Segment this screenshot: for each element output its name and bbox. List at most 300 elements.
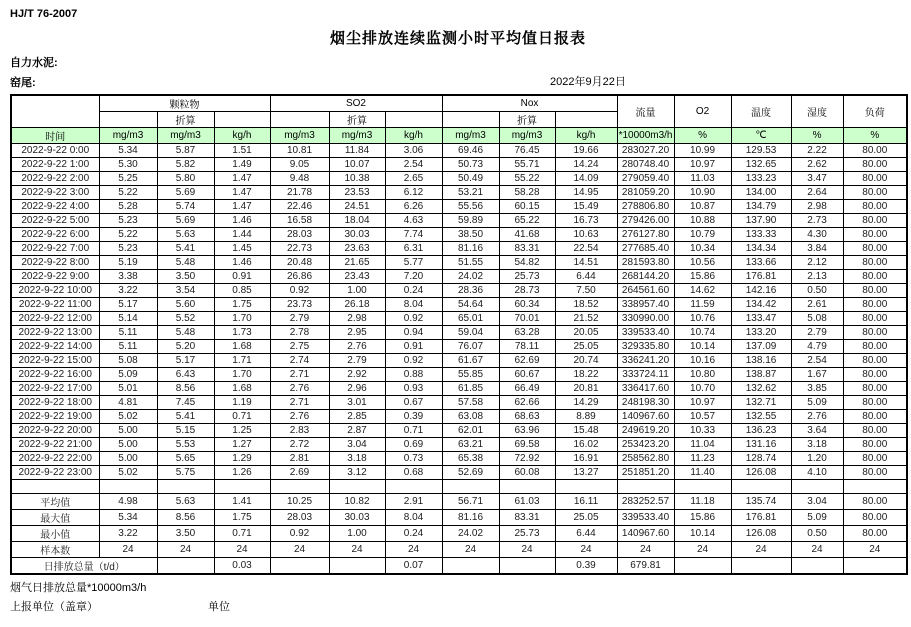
value-cell: 54.82 bbox=[499, 256, 555, 270]
value-cell: 8.89 bbox=[555, 410, 617, 424]
value-cell: 0.39 bbox=[555, 558, 617, 575]
unit-cell: kg/h bbox=[385, 128, 442, 144]
value-cell: 1.29 bbox=[214, 452, 270, 466]
value-cell: 2.54 bbox=[385, 158, 442, 172]
value-cell: 2.76 bbox=[791, 410, 843, 424]
table-row bbox=[11, 466, 907, 480]
value-cell: 132.71 bbox=[731, 396, 791, 410]
value-cell: 2.62 bbox=[791, 158, 843, 172]
value-cell: 30.03 bbox=[329, 228, 385, 242]
value-cell: 2.74 bbox=[270, 354, 329, 368]
value-cell: 76.07 bbox=[442, 340, 499, 354]
page-title: 烟尘排放连续监测小时平均值日报表 bbox=[329, 30, 586, 47]
value-cell: 2.65 bbox=[385, 172, 442, 186]
value-cell: 2.72 bbox=[270, 438, 329, 452]
value-cell: 3.50 bbox=[157, 526, 214, 542]
blank-cell bbox=[270, 480, 329, 494]
value-cell: 134.34 bbox=[731, 242, 791, 256]
value-cell: 279059.40 bbox=[617, 172, 674, 186]
value-cell: 3.22 bbox=[99, 526, 157, 542]
value-cell: 5.20 bbox=[157, 340, 214, 354]
value-cell: 21.52 bbox=[555, 312, 617, 326]
value-cell: 1.46 bbox=[214, 256, 270, 270]
value-cell: 6.31 bbox=[385, 242, 442, 256]
value-cell: 24 bbox=[99, 542, 157, 558]
value-cell: 3.47 bbox=[791, 172, 843, 186]
value-cell: 10.99 bbox=[674, 144, 731, 158]
value-cell: 1.27 bbox=[214, 438, 270, 452]
blank-cell bbox=[791, 480, 843, 494]
table-row bbox=[11, 242, 907, 256]
time-cell: 2022-9-22 21:00 bbox=[11, 438, 99, 452]
value-cell bbox=[442, 558, 499, 575]
value-cell: 80.00 bbox=[843, 452, 907, 466]
so2-converted-header: 折算 bbox=[329, 112, 385, 128]
time-cell: 2022-9-22 3:00 bbox=[11, 186, 99, 200]
value-cell: 2.85 bbox=[329, 410, 385, 424]
value-cell: 10.34 bbox=[674, 242, 731, 256]
value-cell: 10.74 bbox=[674, 326, 731, 340]
value-cell bbox=[157, 558, 214, 575]
value-cell: 0.67 bbox=[385, 396, 442, 410]
value-cell bbox=[843, 558, 907, 575]
value-cell: 142.16 bbox=[731, 284, 791, 298]
value-cell: 5.25 bbox=[99, 172, 157, 186]
table-row bbox=[11, 158, 907, 172]
value-cell: 10.80 bbox=[674, 368, 731, 382]
value-cell: 3.22 bbox=[99, 284, 157, 298]
value-cell: 2.71 bbox=[270, 396, 329, 410]
value-cell: 277685.40 bbox=[617, 242, 674, 256]
report-table-body bbox=[11, 144, 907, 575]
blank-cell bbox=[270, 112, 329, 128]
blank-cell bbox=[385, 480, 442, 494]
time-cell: 2022-9-22 2:00 bbox=[11, 172, 99, 186]
table-row bbox=[11, 186, 907, 200]
report-unit-label: 上报单位（盖章） bbox=[10, 601, 98, 613]
value-cell: 2.91 bbox=[385, 494, 442, 510]
value-cell: 4.30 bbox=[791, 228, 843, 242]
value-cell: 133.20 bbox=[731, 326, 791, 340]
value-cell: 2.78 bbox=[270, 326, 329, 340]
value-cell: 5.48 bbox=[157, 256, 214, 270]
value-cell: 13.27 bbox=[555, 466, 617, 480]
value-cell bbox=[270, 558, 329, 575]
value-cell bbox=[674, 558, 731, 575]
value-cell: 18.04 bbox=[329, 214, 385, 228]
value-cell: 9.05 bbox=[270, 158, 329, 172]
footer-line2 bbox=[10, 598, 906, 614]
value-cell: 2.98 bbox=[791, 200, 843, 214]
value-cell: 63.21 bbox=[442, 438, 499, 452]
unit-cell: % bbox=[843, 128, 907, 144]
value-cell: 10.14 bbox=[674, 526, 731, 542]
value-cell: 2.22 bbox=[791, 144, 843, 158]
table-row bbox=[11, 452, 907, 466]
value-cell: 264561.60 bbox=[617, 284, 674, 298]
unit-cell: mg/m3 bbox=[329, 128, 385, 144]
value-cell: 5.34 bbox=[99, 144, 157, 158]
value-cell: 0.92 bbox=[385, 312, 442, 326]
value-cell: 63.96 bbox=[499, 424, 555, 438]
value-cell: 24.51 bbox=[329, 200, 385, 214]
value-cell: 23.63 bbox=[329, 242, 385, 256]
value-cell: 2.79 bbox=[270, 312, 329, 326]
value-cell: 10.07 bbox=[329, 158, 385, 172]
gas-daily-total-label: 烟气日排放总量*10000m3/h bbox=[10, 582, 147, 594]
value-cell: 336417.60 bbox=[617, 382, 674, 396]
value-cell: 80.00 bbox=[843, 382, 907, 396]
value-cell: 5.82 bbox=[157, 158, 214, 172]
o2-header: O2 bbox=[674, 95, 731, 128]
value-cell: 24 bbox=[329, 542, 385, 558]
blank-cell bbox=[329, 480, 385, 494]
value-cell: 2.87 bbox=[329, 424, 385, 438]
time-cell: 2022-9-22 23:00 bbox=[11, 466, 99, 480]
value-cell: 55.56 bbox=[442, 200, 499, 214]
value-cell: 10.79 bbox=[674, 228, 731, 242]
value-cell: 80.00 bbox=[843, 526, 907, 542]
value-cell: 80.00 bbox=[843, 396, 907, 410]
value-cell: 23.73 bbox=[270, 298, 329, 312]
value-cell: 136.23 bbox=[731, 424, 791, 438]
blank-cell bbox=[674, 480, 731, 494]
temp-header: 温度 bbox=[731, 95, 791, 128]
value-cell: 10.87 bbox=[674, 200, 731, 214]
table-row bbox=[11, 298, 907, 312]
value-cell: 18.52 bbox=[555, 298, 617, 312]
value-cell: 24.02 bbox=[442, 526, 499, 542]
value-cell: 5.15 bbox=[157, 424, 214, 438]
time-cell: 2022-9-22 22:00 bbox=[11, 452, 99, 466]
value-cell: 22.73 bbox=[270, 242, 329, 256]
value-cell: 50.73 bbox=[442, 158, 499, 172]
time-cell: 2022-9-22 5:00 bbox=[11, 214, 99, 228]
value-cell: 133.23 bbox=[731, 172, 791, 186]
value-cell: 133.33 bbox=[731, 228, 791, 242]
value-cell: 62.01 bbox=[442, 424, 499, 438]
value-cell: 55.22 bbox=[499, 172, 555, 186]
value-cell: 80.00 bbox=[843, 354, 907, 368]
value-cell: 2.71 bbox=[270, 368, 329, 382]
value-cell: 5.74 bbox=[157, 200, 214, 214]
unit-cell: ℃ bbox=[731, 128, 791, 144]
value-cell: 76.45 bbox=[499, 144, 555, 158]
value-cell: 2.75 bbox=[270, 340, 329, 354]
value-cell: 80.00 bbox=[843, 438, 907, 452]
value-cell: 1.19 bbox=[214, 396, 270, 410]
value-cell: 0.93 bbox=[385, 382, 442, 396]
value-cell: 61.85 bbox=[442, 382, 499, 396]
value-cell: 80.00 bbox=[843, 494, 907, 510]
value-cell: 339533.40 bbox=[617, 326, 674, 340]
value-cell: 2.54 bbox=[791, 354, 843, 368]
value-cell: 24 bbox=[791, 542, 843, 558]
value-cell: 10.82 bbox=[329, 494, 385, 510]
value-cell: 128.74 bbox=[731, 452, 791, 466]
table-row bbox=[11, 368, 907, 382]
value-cell: 50.49 bbox=[442, 172, 499, 186]
value-cell: 1.41 bbox=[214, 494, 270, 510]
value-cell: 140967.60 bbox=[617, 410, 674, 424]
value-cell: 83.31 bbox=[499, 510, 555, 526]
value-cell: 138.87 bbox=[731, 368, 791, 382]
value-cell: 24 bbox=[157, 542, 214, 558]
value-cell: 1.46 bbox=[214, 214, 270, 228]
value-cell: 0.50 bbox=[791, 284, 843, 298]
value-cell: 28.03 bbox=[270, 510, 329, 526]
value-cell: 9.48 bbox=[270, 172, 329, 186]
value-cell: 80.00 bbox=[843, 312, 907, 326]
table-row bbox=[11, 256, 907, 270]
value-cell: 8.56 bbox=[157, 382, 214, 396]
value-cell: 0.50 bbox=[791, 526, 843, 542]
unit-cell: kg/h bbox=[214, 128, 270, 144]
value-cell: 137.09 bbox=[731, 340, 791, 354]
time-cell: 2022-9-22 17:00 bbox=[11, 382, 99, 396]
value-cell: 0.92 bbox=[385, 354, 442, 368]
value-cell: 80.00 bbox=[843, 186, 907, 200]
value-cell: 3.38 bbox=[99, 270, 157, 284]
value-cell: 63.08 bbox=[442, 410, 499, 424]
value-cell: 132.55 bbox=[731, 410, 791, 424]
value-cell: 3.04 bbox=[791, 494, 843, 510]
value-cell: 0.68 bbox=[385, 466, 442, 480]
table-row bbox=[11, 228, 907, 242]
value-cell: 80.00 bbox=[843, 340, 907, 354]
blank-cell bbox=[214, 480, 270, 494]
value-cell: 276127.80 bbox=[617, 228, 674, 242]
value-cell: 2.73 bbox=[791, 214, 843, 228]
table-row bbox=[11, 340, 907, 354]
time-cell: 2022-9-22 20:00 bbox=[11, 424, 99, 438]
flow-header: 流量 bbox=[617, 95, 674, 128]
table-row bbox=[11, 354, 907, 368]
unit-cell: mg/m3 bbox=[157, 128, 214, 144]
separator-row bbox=[11, 480, 907, 494]
location-row bbox=[10, 73, 906, 89]
value-cell: 1.45 bbox=[214, 242, 270, 256]
value-cell: 1.47 bbox=[214, 172, 270, 186]
value-cell: 3.54 bbox=[157, 284, 214, 298]
value-cell: 1.73 bbox=[214, 326, 270, 340]
value-cell: 80.00 bbox=[843, 270, 907, 284]
company-name: 自力水泥: bbox=[10, 57, 58, 69]
value-cell: 25.73 bbox=[499, 526, 555, 542]
value-cell: 5.09 bbox=[791, 396, 843, 410]
value-cell bbox=[499, 558, 555, 575]
table-row bbox=[11, 270, 907, 284]
table-row bbox=[11, 396, 907, 410]
value-cell: 7.74 bbox=[385, 228, 442, 242]
summary-row bbox=[11, 542, 907, 558]
value-cell: 11.03 bbox=[674, 172, 731, 186]
value-cell: 10.97 bbox=[674, 396, 731, 410]
table-row bbox=[11, 200, 907, 214]
blank-cell bbox=[442, 112, 499, 128]
value-cell: 5.01 bbox=[99, 382, 157, 396]
value-cell: 5.08 bbox=[99, 354, 157, 368]
standard-number: HJ/T 76-2007 bbox=[10, 8, 78, 20]
value-cell: 24 bbox=[270, 542, 329, 558]
value-cell: 2.83 bbox=[270, 424, 329, 438]
value-cell: 679.81 bbox=[617, 558, 674, 575]
value-cell: 4.63 bbox=[385, 214, 442, 228]
value-cell: 333724.11 bbox=[617, 368, 674, 382]
time-cell: 2022-9-22 12:00 bbox=[11, 312, 99, 326]
value-cell: 4.10 bbox=[791, 466, 843, 480]
value-cell: 26.18 bbox=[329, 298, 385, 312]
value-cell: 2.79 bbox=[791, 326, 843, 340]
value-cell: 57.58 bbox=[442, 396, 499, 410]
value-cell: 5.69 bbox=[157, 186, 214, 200]
value-cell: 5.17 bbox=[99, 298, 157, 312]
unit-cell: mg/m3 bbox=[99, 128, 157, 144]
value-cell: 134.00 bbox=[731, 186, 791, 200]
time-cell: 2022-9-22 10:00 bbox=[11, 284, 99, 298]
table-row bbox=[11, 326, 907, 340]
value-cell: 20.81 bbox=[555, 382, 617, 396]
value-cell: 70.01 bbox=[499, 312, 555, 326]
value-cell: 28.03 bbox=[270, 228, 329, 242]
value-cell: 281059.20 bbox=[617, 186, 674, 200]
group-nox-header: Nox bbox=[442, 95, 617, 112]
value-cell: 1.67 bbox=[791, 368, 843, 382]
value-cell: 24 bbox=[617, 542, 674, 558]
value-cell: 80.00 bbox=[843, 326, 907, 340]
summary-label: 最小值 bbox=[11, 526, 99, 542]
value-cell bbox=[791, 558, 843, 575]
value-cell: 15.48 bbox=[555, 424, 617, 438]
value-cell: 5.75 bbox=[157, 466, 214, 480]
value-cell: 0.71 bbox=[214, 526, 270, 542]
value-cell: 248198.30 bbox=[617, 396, 674, 410]
summary-label: 样本数 bbox=[11, 542, 99, 558]
value-cell: 5.09 bbox=[99, 368, 157, 382]
value-cell: 2.79 bbox=[329, 354, 385, 368]
value-cell: 65.01 bbox=[442, 312, 499, 326]
value-cell: 69.58 bbox=[499, 438, 555, 452]
value-cell: 338957.40 bbox=[617, 298, 674, 312]
value-cell: 1.00 bbox=[329, 284, 385, 298]
value-cell: 21.65 bbox=[329, 256, 385, 270]
value-cell: 1.00 bbox=[329, 526, 385, 542]
value-cell: 5.52 bbox=[157, 312, 214, 326]
value-cell: 80.00 bbox=[843, 172, 907, 186]
value-cell: 72.92 bbox=[499, 452, 555, 466]
value-cell: 283252.57 bbox=[617, 494, 674, 510]
value-cell: 24 bbox=[214, 542, 270, 558]
value-cell: 131.16 bbox=[731, 438, 791, 452]
value-cell: 10.16 bbox=[674, 354, 731, 368]
value-cell: 129.53 bbox=[731, 144, 791, 158]
unit-cell: mg/m3 bbox=[270, 128, 329, 144]
value-cell: 80.00 bbox=[843, 510, 907, 526]
value-cell: 5.30 bbox=[99, 158, 157, 172]
value-cell: 0.71 bbox=[214, 410, 270, 424]
value-cell: 11.18 bbox=[674, 494, 731, 510]
value-cell: 80.00 bbox=[843, 158, 907, 172]
blank-cell bbox=[157, 480, 214, 494]
value-cell: 278806.80 bbox=[617, 200, 674, 214]
value-cell: 23.53 bbox=[329, 186, 385, 200]
value-cell: 62.66 bbox=[499, 396, 555, 410]
value-cell bbox=[329, 558, 385, 575]
value-cell: 1.71 bbox=[214, 354, 270, 368]
table-row bbox=[11, 382, 907, 396]
summary-row bbox=[11, 510, 907, 526]
value-cell: 3.84 bbox=[791, 242, 843, 256]
table-row bbox=[11, 284, 907, 298]
value-cell: 1.75 bbox=[214, 510, 270, 526]
value-cell: 336241.20 bbox=[617, 354, 674, 368]
time-cell: 2022-9-22 0:00 bbox=[11, 144, 99, 158]
value-cell: 0.24 bbox=[385, 284, 442, 298]
value-cell: 253423.20 bbox=[617, 438, 674, 452]
value-cell: 11.84 bbox=[329, 144, 385, 158]
value-cell: 80.00 bbox=[843, 256, 907, 270]
value-cell: 3.04 bbox=[329, 438, 385, 452]
value-cell: 1.70 bbox=[214, 368, 270, 382]
value-cell: 80.00 bbox=[843, 424, 907, 438]
value-cell: 2.13 bbox=[791, 270, 843, 284]
value-cell: 20.48 bbox=[270, 256, 329, 270]
value-cell: 2.98 bbox=[329, 312, 385, 326]
value-cell: 14.09 bbox=[555, 172, 617, 186]
daily-total-label: 日排放总量（t/d） bbox=[11, 558, 157, 575]
value-cell: 24 bbox=[442, 542, 499, 558]
table-row bbox=[11, 172, 907, 186]
time-cell: 2022-9-22 18:00 bbox=[11, 396, 99, 410]
value-cell: 280748.40 bbox=[617, 158, 674, 172]
group-pm-header: 颗粒物 bbox=[99, 95, 270, 112]
value-cell: 5.19 bbox=[99, 256, 157, 270]
value-cell: 11.59 bbox=[674, 298, 731, 312]
value-cell: 51.55 bbox=[442, 256, 499, 270]
value-cell: 24 bbox=[731, 542, 791, 558]
value-cell: 69.46 bbox=[442, 144, 499, 158]
value-cell: 7.20 bbox=[385, 270, 442, 284]
value-cell: 5.17 bbox=[157, 354, 214, 368]
value-cell: 2.69 bbox=[270, 466, 329, 480]
pm-converted-header: 折算 bbox=[157, 112, 214, 128]
value-cell: 7.50 bbox=[555, 284, 617, 298]
value-cell: 11.23 bbox=[674, 452, 731, 466]
table-row bbox=[11, 312, 907, 326]
value-cell: 3.01 bbox=[329, 396, 385, 410]
value-cell: 80.00 bbox=[843, 298, 907, 312]
value-cell: 24 bbox=[674, 542, 731, 558]
value-cell: 60.15 bbox=[499, 200, 555, 214]
value-cell: 5.11 bbox=[99, 340, 157, 354]
value-cell: 4.79 bbox=[791, 340, 843, 354]
value-cell: 15.49 bbox=[555, 200, 617, 214]
value-cell: 5.00 bbox=[99, 438, 157, 452]
blank-cell bbox=[555, 480, 617, 494]
value-cell: 258562.80 bbox=[617, 452, 674, 466]
value-cell: 6.12 bbox=[385, 186, 442, 200]
value-cell: 10.90 bbox=[674, 186, 731, 200]
value-cell: 28.36 bbox=[442, 284, 499, 298]
unit-label: 单位 bbox=[208, 601, 230, 613]
value-cell: 14.95 bbox=[555, 186, 617, 200]
value-cell: 2.12 bbox=[791, 256, 843, 270]
value-cell: 5.63 bbox=[157, 228, 214, 242]
blank-cell bbox=[843, 480, 907, 494]
value-cell: 65.22 bbox=[499, 214, 555, 228]
value-cell: 10.97 bbox=[674, 158, 731, 172]
value-cell: 1.20 bbox=[791, 452, 843, 466]
